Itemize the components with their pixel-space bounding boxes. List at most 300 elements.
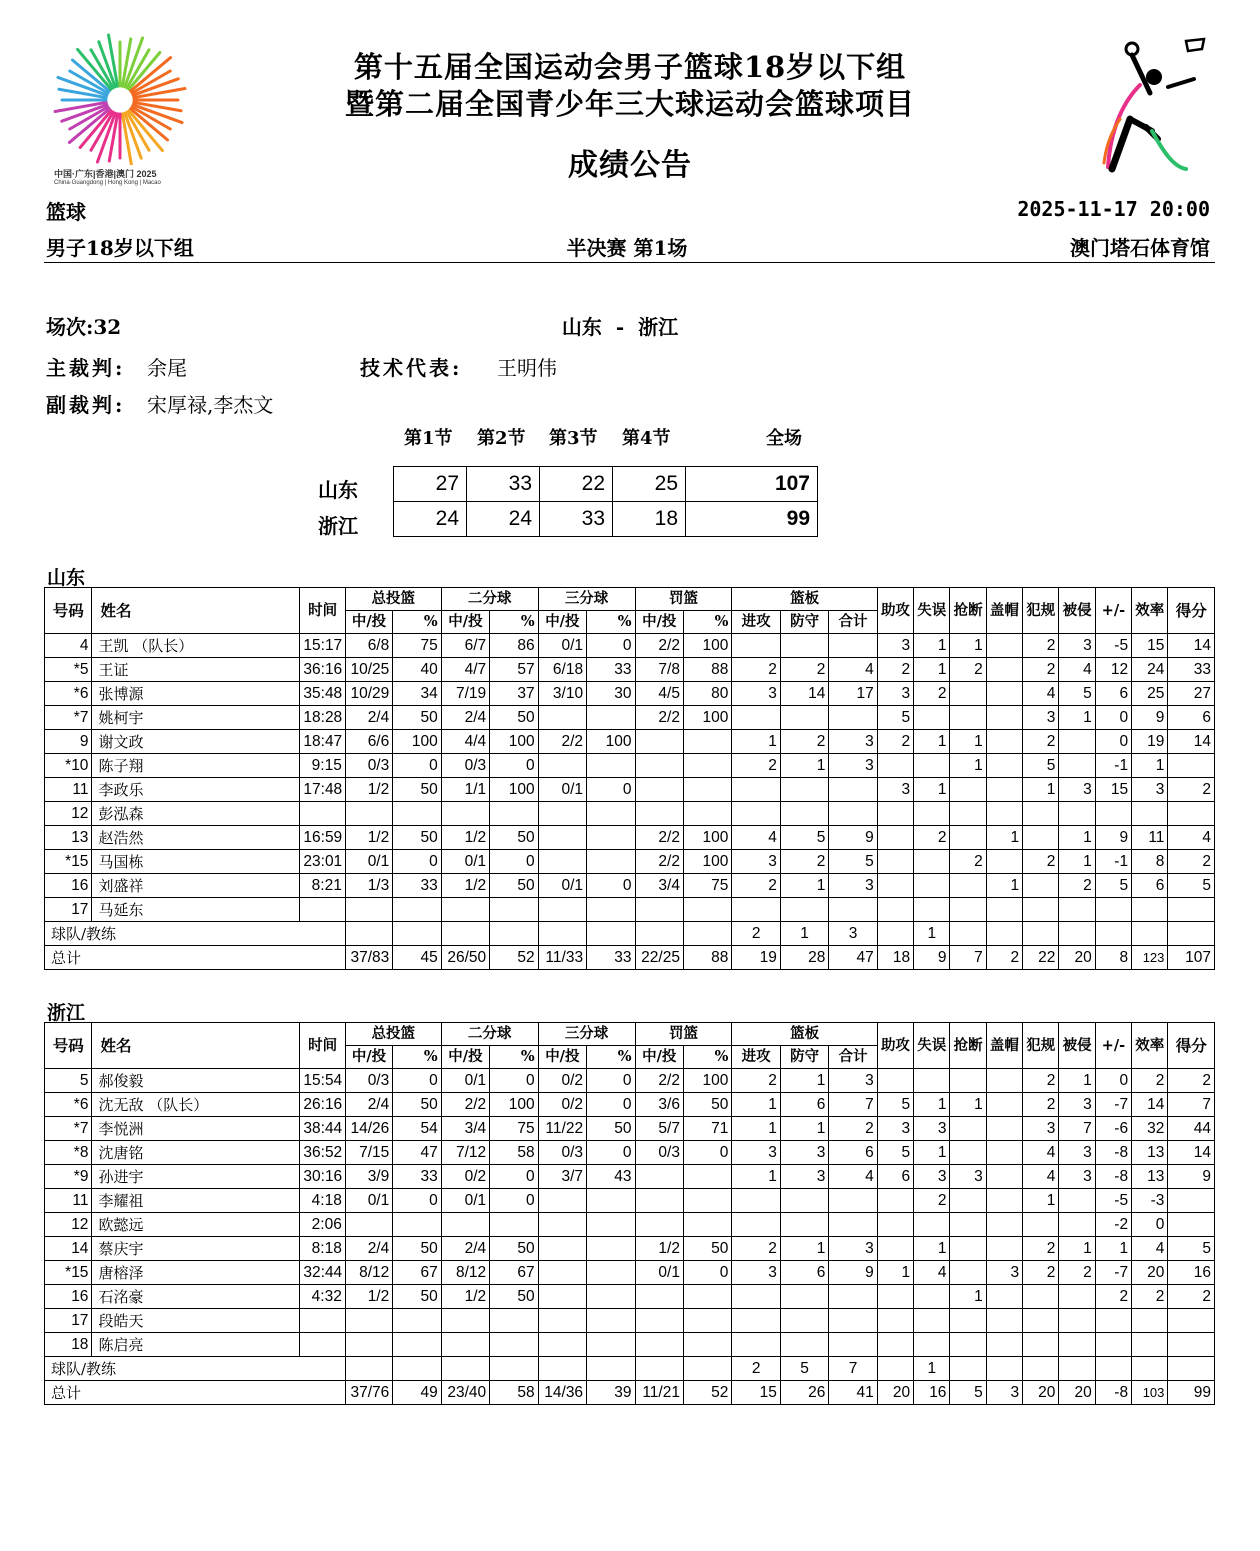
stat-cell: 4: [1132, 1237, 1168, 1261]
team-total-stat: 2: [986, 946, 1022, 970]
stat-cell: 5: [1168, 1237, 1215, 1261]
player-row: [45, 1117, 1215, 1141]
col-reb-header: 篮板: [732, 1023, 877, 1046]
col-to-header: 失误: [914, 588, 950, 634]
team-total-stat: 26/50: [441, 946, 489, 970]
player-name: 张博源: [92, 682, 300, 706]
stat-cell: [986, 898, 1022, 922]
stat-cell: [877, 898, 913, 922]
stat-cell: 4/4: [441, 730, 489, 754]
stat-cell: 10/25: [345, 658, 392, 682]
stat-cell: 0/1: [635, 1261, 683, 1285]
stat-cell: 1: [1059, 1237, 1095, 1261]
stat-cell: 3: [829, 874, 877, 898]
stat-cell: 100: [587, 730, 635, 754]
stat-cell: 0: [490, 754, 538, 778]
player-name: 欧懿远: [92, 1213, 300, 1237]
quarter-row: [394, 467, 818, 502]
stat-cell: [1059, 1333, 1095, 1357]
stat-cell: 1: [950, 634, 986, 658]
stat-cell: 2: [1059, 874, 1095, 898]
stat-cell: 2: [732, 754, 780, 778]
player-name: 沈无敌 （队长）: [92, 1093, 300, 1117]
stat-cell: 25: [1132, 682, 1168, 706]
stat-cell: 27: [1168, 682, 1215, 706]
stat-cell: 2: [1023, 1093, 1059, 1117]
stat-cell: 0/2: [441, 1165, 489, 1189]
stat-cell: [1168, 754, 1215, 778]
stat-cell: [950, 1189, 986, 1213]
quarter-score: 18: [613, 502, 686, 537]
team-total-stat: 15: [732, 1381, 780, 1405]
stat-cell: 0: [393, 754, 441, 778]
pct-subheader: %: [683, 1046, 731, 1069]
stat-cell: [635, 898, 683, 922]
stat-cell: [587, 898, 635, 922]
stat-cell: [950, 826, 986, 850]
stat-cell: [986, 778, 1022, 802]
stat-cell: 1: [1059, 1069, 1095, 1093]
stat-cell: 9: [829, 826, 877, 850]
stat-cell: 5: [1023, 754, 1059, 778]
umpires-label: 副裁判:: [46, 393, 126, 417]
stat-cell: 2/4: [441, 706, 489, 730]
stat-cell: [1059, 1213, 1095, 1237]
stat-cell: 2/4: [345, 706, 392, 730]
made-att-subheader: 中/投: [635, 611, 683, 634]
team-total-stat: 99: [1168, 1381, 1215, 1405]
stat-cell: [1168, 1333, 1215, 1357]
stat-cell: [683, 1285, 731, 1309]
made-att-subheader: 中/投: [345, 1046, 392, 1069]
col-eff-header: 效率: [1132, 1023, 1168, 1069]
game-number: 场次:32: [46, 315, 122, 339]
stat-cell: 0: [1095, 706, 1131, 730]
stat-cell: 11: [1132, 826, 1168, 850]
team-coach-stat: [1095, 1357, 1131, 1381]
stat-cell: 0: [490, 1189, 538, 1213]
player-name: 李悦洲: [92, 1117, 300, 1141]
team-total-stat: 7: [950, 946, 986, 970]
stat-cell: [1168, 1213, 1215, 1237]
stat-cell: [538, 706, 586, 730]
team-total-stat: 23/40: [441, 1381, 489, 1405]
stat-cell: 50: [587, 1117, 635, 1141]
stat-cell: 1: [1059, 706, 1095, 730]
player-number: *15: [45, 850, 92, 874]
player-time: [300, 802, 345, 826]
stat-cell: [914, 1309, 950, 1333]
stat-cell: [538, 826, 586, 850]
stat-cell: 2: [877, 658, 913, 682]
stat-cell: [986, 1165, 1022, 1189]
def-reb-subheader: 防守: [780, 611, 828, 634]
quarter-score: 22: [540, 467, 613, 502]
stat-cell: 4: [914, 1261, 950, 1285]
stat-cell: 0/3: [345, 1069, 392, 1093]
col-fd-header: 被侵: [1059, 1023, 1095, 1069]
player-time: [300, 1309, 345, 1333]
stat-cell: [780, 706, 828, 730]
stat-cell: 0/1: [345, 850, 392, 874]
quarter-3-header: 第3节: [549, 428, 598, 449]
team-coach-stat: [1059, 922, 1095, 946]
stat-cell: 100: [490, 778, 538, 802]
team-total-stat: 49: [393, 1381, 441, 1405]
stat-cell: 6: [1132, 874, 1168, 898]
quarter-team-2: 浙江: [318, 514, 358, 538]
quarter-4-header: 第4节: [622, 428, 671, 449]
stat-cell: 1/2: [345, 1285, 392, 1309]
player-time: 18:47: [300, 730, 345, 754]
team-coach-label: 球队/教练: [45, 1357, 346, 1381]
team-total-stat: 9: [914, 946, 950, 970]
made-att-subheader: 中/投: [441, 611, 489, 634]
stat-cell: -8: [1095, 1141, 1131, 1165]
stat-cell: [914, 1069, 950, 1093]
stat-cell: 1: [732, 1093, 780, 1117]
col-pts-header: 得分: [1168, 588, 1215, 634]
stat-cell: 4: [1023, 1141, 1059, 1165]
stat-cell: [1023, 1333, 1059, 1357]
pct-subheader: %: [393, 1046, 441, 1069]
player-name: 马国栋: [92, 850, 300, 874]
stat-cell: [986, 706, 1022, 730]
stat-cell: 4: [829, 658, 877, 682]
stat-cell: 5: [829, 850, 877, 874]
header-row: [45, 588, 1215, 611]
stat-cell: 0/1: [441, 1189, 489, 1213]
stat-cell: 80: [683, 682, 731, 706]
stat-cell: 4/5: [635, 682, 683, 706]
def-reb-subheader: 防守: [780, 1046, 828, 1069]
stat-cell: 3: [1059, 634, 1095, 658]
stat-cell: [829, 1285, 877, 1309]
player-number: *6: [45, 1093, 92, 1117]
stat-cell: [393, 1213, 441, 1237]
stat-cell: [986, 1333, 1022, 1357]
stat-cell: 2/2: [538, 730, 586, 754]
stat-cell: 1: [780, 1237, 828, 1261]
col-time-header: 时间: [300, 1023, 345, 1069]
stat-cell: 3: [914, 1117, 950, 1141]
stat-cell: [1023, 1213, 1059, 1237]
stat-cell: 67: [393, 1261, 441, 1285]
stat-cell: 0/1: [345, 1189, 392, 1213]
stat-cell: [986, 754, 1022, 778]
stat-cell: 1: [914, 634, 950, 658]
stat-cell: [1095, 898, 1131, 922]
quarter-score: 27: [394, 467, 467, 502]
player-name: 姚柯宇: [92, 706, 300, 730]
stat-cell: -1: [1095, 850, 1131, 874]
stat-cell: [1132, 1333, 1168, 1357]
stat-cell: [877, 802, 913, 826]
stat-cell: [393, 1333, 441, 1357]
stat-cell: 43: [587, 1165, 635, 1189]
stat-cell: [1168, 1309, 1215, 1333]
player-number: 17: [45, 898, 92, 922]
stat-cell: 2/4: [441, 1237, 489, 1261]
stat-cell: 2/2: [635, 706, 683, 730]
player-number: *7: [45, 1117, 92, 1141]
stat-cell: [538, 1333, 586, 1357]
stat-cell: [635, 778, 683, 802]
team-coach-stat: [1023, 922, 1059, 946]
team-coach-stat: [393, 922, 441, 946]
stat-cell: 1: [1023, 1189, 1059, 1213]
team-total-stat: 123: [1132, 946, 1168, 970]
team-coach-stat: 2: [732, 1357, 780, 1381]
stat-cell: 3: [877, 634, 913, 658]
stat-cell: 1/1: [441, 778, 489, 802]
stat-cell: [914, 850, 950, 874]
stat-cell: 100: [683, 826, 731, 850]
quarter-2-header: 第2节: [477, 428, 526, 449]
stat-cell: [441, 802, 489, 826]
stat-cell: 5: [1059, 682, 1095, 706]
stat-cell: [345, 1213, 392, 1237]
total-score: 107: [686, 467, 818, 502]
stat-cell: [1059, 802, 1095, 826]
stat-cell: [986, 634, 1022, 658]
stat-cell: [538, 1261, 586, 1285]
stat-cell: [914, 1213, 950, 1237]
stat-cell: 1: [1059, 826, 1095, 850]
stat-cell: 33: [393, 1165, 441, 1189]
stat-cell: 75: [393, 634, 441, 658]
player-row: [45, 658, 1215, 682]
player-time: 26:16: [300, 1093, 345, 1117]
player-name: 谢文政: [92, 730, 300, 754]
stat-cell: 0/3: [345, 754, 392, 778]
stat-cell: [1059, 1309, 1095, 1333]
stat-cell: [950, 1117, 986, 1141]
referee-name: 余尾: [147, 356, 187, 380]
player-number: 12: [45, 1213, 92, 1237]
stat-cell: 3: [877, 1117, 913, 1141]
stat-cell: 0/2: [538, 1069, 586, 1093]
stat-cell: 3/9: [345, 1165, 392, 1189]
stat-cell: 0/1: [538, 634, 586, 658]
stat-cell: 3/4: [635, 874, 683, 898]
player-name: 李耀祖: [92, 1189, 300, 1213]
stat-cell: [441, 898, 489, 922]
stat-cell: 2: [1023, 658, 1059, 682]
stat-cell: 3: [732, 1261, 780, 1285]
stat-cell: 1: [732, 1117, 780, 1141]
stat-cell: [587, 706, 635, 730]
stat-cell: 2: [1023, 730, 1059, 754]
stat-cell: [345, 1309, 392, 1333]
stat-cell: [538, 802, 586, 826]
team-coach-stat: [490, 1357, 538, 1381]
stat-cell: 6/8: [345, 634, 392, 658]
stat-cell: [1132, 1309, 1168, 1333]
stat-cell: 1: [1095, 1237, 1131, 1261]
player-row: [45, 682, 1215, 706]
stat-cell: 2: [732, 658, 780, 682]
player-name: 赵浩然: [92, 826, 300, 850]
stat-cell: 5: [877, 706, 913, 730]
stat-cell: [1023, 874, 1059, 898]
stat-cell: 1/2: [441, 1285, 489, 1309]
player-name: 马延东: [92, 898, 300, 922]
stat-cell: 0/3: [635, 1141, 683, 1165]
stat-cell: 88: [683, 658, 731, 682]
stat-cell: [635, 1333, 683, 1357]
stat-cell: 2: [1023, 634, 1059, 658]
stat-cell: 8/12: [345, 1261, 392, 1285]
team-coach-stat: [538, 922, 586, 946]
title-line-1: 第十五届全国运动会男子篮球18岁以下组: [353, 50, 907, 84]
tot-reb-subheader: 合计: [829, 1046, 877, 1069]
stat-cell: [780, 634, 828, 658]
stat-cell: 2: [732, 1069, 780, 1093]
stat-cell: 33: [587, 658, 635, 682]
stat-cell: 3: [950, 1165, 986, 1189]
stat-cell: [683, 778, 731, 802]
player-row: [45, 1285, 1215, 1309]
player-number: *9: [45, 1165, 92, 1189]
quarter-score: 33: [467, 467, 540, 502]
stat-cell: 1: [950, 1093, 986, 1117]
team-1-title: 山东: [47, 567, 86, 589]
totals-label: 总计: [45, 946, 346, 970]
stat-cell: [587, 802, 635, 826]
stat-cell: 14: [1132, 1093, 1168, 1117]
stat-cell: [441, 1213, 489, 1237]
stat-cell: 50: [490, 826, 538, 850]
stat-cell: 3: [1023, 1117, 1059, 1141]
stat-cell: 2/4: [345, 1093, 392, 1117]
pct-subheader: %: [393, 611, 441, 634]
stat-cell: 1: [877, 1261, 913, 1285]
team-total-stat: 11/21: [635, 1381, 683, 1405]
player-number: *8: [45, 1141, 92, 1165]
stat-cell: 75: [490, 1117, 538, 1141]
team-total-stat: 47: [829, 946, 877, 970]
col-two-header: 二分球: [441, 1023, 538, 1046]
quarter-score: 24: [394, 502, 467, 537]
player-row: [45, 850, 1215, 874]
stat-cell: [732, 1213, 780, 1237]
stat-cell: [1095, 1333, 1131, 1357]
player-number: 12: [45, 802, 92, 826]
referee-label: 主裁判:: [46, 356, 126, 380]
stat-cell: 0/3: [441, 754, 489, 778]
stat-cell: 2: [914, 682, 950, 706]
player-row: [45, 1093, 1215, 1117]
stat-cell: 0: [587, 778, 635, 802]
stat-cell: 2/2: [635, 850, 683, 874]
stat-cell: [986, 1117, 1022, 1141]
stat-cell: 2: [1023, 1261, 1059, 1285]
team-total-stat: 11/33: [538, 946, 586, 970]
made-att-subheader: 中/投: [441, 1046, 489, 1069]
quarter-1-header: 第1节: [404, 428, 453, 449]
stat-cell: 5/7: [635, 1117, 683, 1141]
stat-cell: [950, 1141, 986, 1165]
stat-cell: 67: [490, 1261, 538, 1285]
stat-cell: 6: [780, 1093, 828, 1117]
stat-cell: 13: [1132, 1141, 1168, 1165]
stat-cell: [683, 730, 731, 754]
stat-cell: 0: [490, 850, 538, 874]
quarter-team-1: 山东: [318, 478, 358, 502]
stat-cell: [877, 850, 913, 874]
stat-cell: [490, 1333, 538, 1357]
stat-cell: [490, 802, 538, 826]
player-number: 4: [45, 634, 92, 658]
stat-cell: 0: [1095, 1069, 1131, 1093]
col-fg-header: 总投篮: [345, 1023, 441, 1046]
stat-cell: 3: [1059, 1093, 1095, 1117]
col-to-header: 失误: [914, 1023, 950, 1069]
quarter-score: 33: [540, 502, 613, 537]
stat-cell: 3: [829, 730, 877, 754]
made-att-subheader: 中/投: [538, 1046, 586, 1069]
team-total-stat: 3: [986, 1381, 1022, 1405]
stat-cell: 12: [1095, 658, 1131, 682]
stat-cell: 1: [732, 730, 780, 754]
stat-cell: 3/7: [538, 1165, 586, 1189]
pct-subheader: %: [490, 1046, 538, 1069]
stat-cell: 4: [732, 826, 780, 850]
stat-cell: [683, 1309, 731, 1333]
col-pf-header: 犯规: [1023, 1023, 1059, 1069]
player-row: [45, 1189, 1215, 1213]
stat-cell: 0/1: [441, 1069, 489, 1093]
team-total-stat: 22: [1023, 946, 1059, 970]
venue-label: 澳门塔石体育馆: [1070, 236, 1210, 260]
stat-cell: 1: [914, 778, 950, 802]
stat-cell: [829, 1213, 877, 1237]
stat-cell: 2: [1132, 1069, 1168, 1093]
team-total-stat: 52: [490, 946, 538, 970]
stat-cell: [986, 802, 1022, 826]
col-ft-header: 罚篮: [635, 1023, 732, 1046]
player-time: 18:28: [300, 706, 345, 730]
team-coach-stat: [683, 922, 731, 946]
stat-cell: [635, 1285, 683, 1309]
stat-cell: [950, 1333, 986, 1357]
team-2-box-score: [44, 1022, 1215, 1405]
team-total-stat: 16: [914, 1381, 950, 1405]
stat-cell: 30: [587, 682, 635, 706]
stat-cell: 100: [683, 1069, 731, 1093]
stat-cell: 100: [490, 730, 538, 754]
stat-cell: 4: [1023, 682, 1059, 706]
team-total-stat: 107: [1168, 946, 1215, 970]
player-row: [45, 874, 1215, 898]
team-coach-stat: 7: [829, 1357, 877, 1381]
stat-cell: [877, 1285, 913, 1309]
stat-cell: 2: [780, 850, 828, 874]
stat-cell: 2: [780, 730, 828, 754]
match-teams: 山东 - 浙江: [561, 315, 679, 339]
stat-cell: [587, 754, 635, 778]
stat-cell: 2: [1023, 1237, 1059, 1261]
player-number: 16: [45, 874, 92, 898]
team-total-stat: 18: [877, 946, 913, 970]
player-row: [45, 898, 1215, 922]
stat-cell: 2/2: [441, 1093, 489, 1117]
stat-cell: 5: [1168, 874, 1215, 898]
stat-cell: [950, 898, 986, 922]
stat-cell: [780, 1309, 828, 1333]
stat-cell: [732, 778, 780, 802]
